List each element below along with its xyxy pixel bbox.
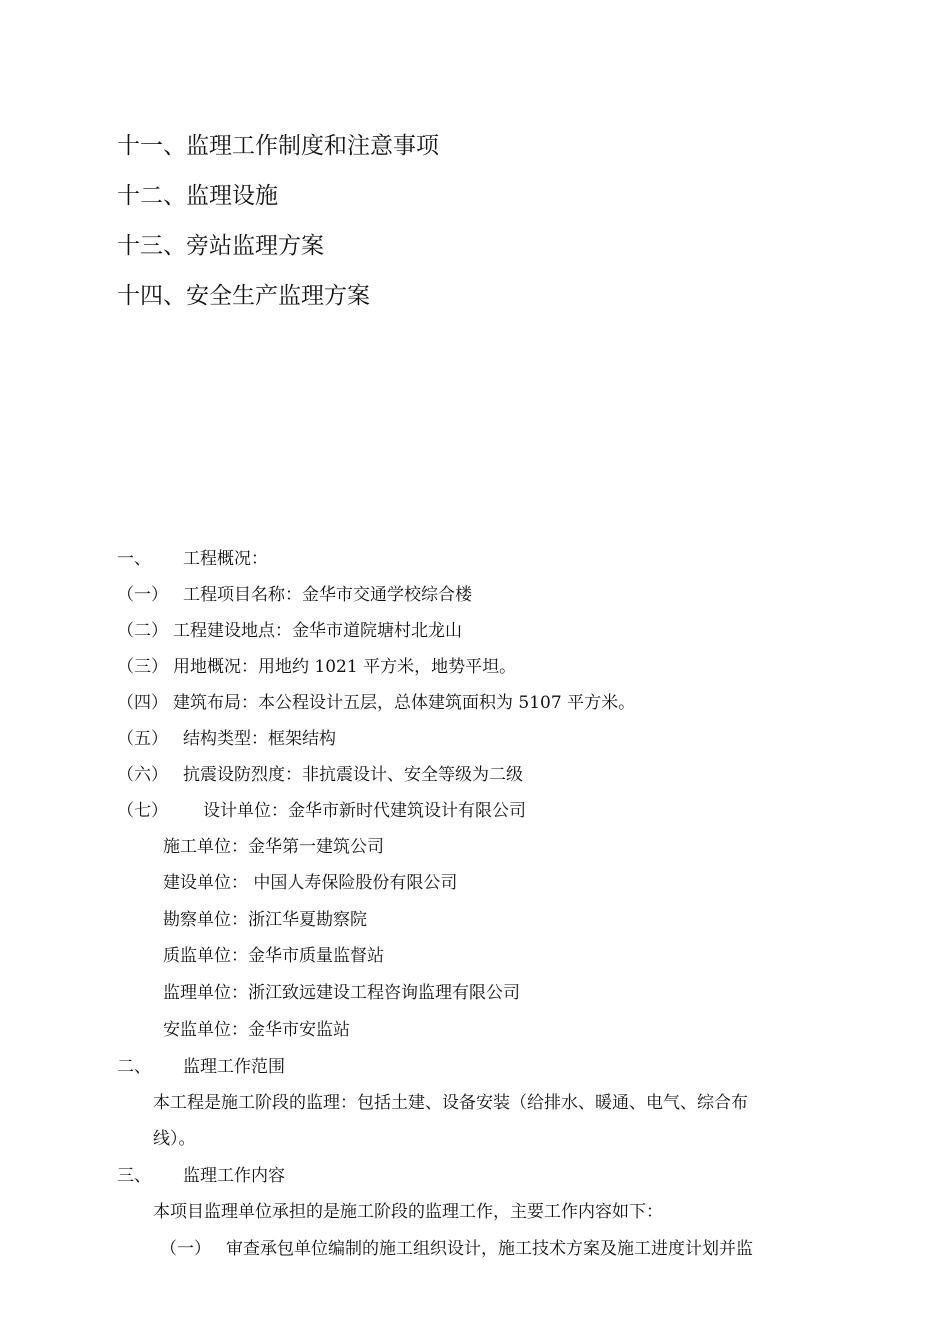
- toc-item-11: 十一、监理工作制度和注意事项: [117, 133, 439, 159]
- unit-construction: 施工单位：金华第一建筑公司: [163, 837, 384, 857]
- section3-title: 监理工作内容: [183, 1166, 285, 1186]
- item-text: 结构类型：框架结构: [183, 729, 336, 749]
- section3-number: 三、: [117, 1166, 151, 1186]
- section1-item-5: [117, 728, 336, 750]
- toc-item-12: 十二、监理设施: [117, 183, 278, 209]
- section1-item-2: [117, 620, 462, 642]
- section2-heading: [117, 1056, 285, 1078]
- item-label: （五）: [117, 729, 168, 749]
- item-text: 用地概况：用地约 1021 平方米，地势平坦。: [173, 657, 517, 677]
- section3-heading: [117, 1165, 285, 1187]
- section1-item-3: [117, 656, 516, 678]
- item-label: （七）: [117, 801, 168, 821]
- section1-item-6: [117, 764, 523, 786]
- section1-item-7: [117, 800, 526, 822]
- section1-title: 工程概况：: [183, 549, 268, 569]
- unit-supervision: 监理单位：浙江致远建设工程咨询监理有限公司: [163, 983, 520, 1003]
- item-text: 建筑布局：本公程设计五层，总体建筑面积为 5107 平方米。: [173, 693, 636, 713]
- section1-heading: [117, 548, 268, 570]
- item-label: （四）: [117, 693, 168, 713]
- section2-paragraph-line1: 本工程是施工阶段的监理：包括土建、设备安装（给排水、暖通、电气、综合布: [153, 1093, 748, 1113]
- section2-paragraph-line2: 线）。: [153, 1129, 196, 1149]
- unit-quality: 质监单位：金华市质量监督站: [163, 946, 384, 966]
- item-label: （一）: [160, 1239, 211, 1259]
- item-label: （二）: [117, 621, 168, 641]
- toc-item-13: 十三、旁站监理方案: [117, 233, 324, 259]
- unit-safety: 安监单位：金华市安监站: [163, 1020, 350, 1040]
- item-text: 工程建设地点：金华市道院塘村北龙山: [173, 621, 462, 641]
- item-text: 工程项目名称：金华市交通学校综合楼: [183, 585, 472, 605]
- item-text: 设计单位：金华市新时代建筑设计有限公司: [203, 801, 526, 821]
- section1-number: 一、: [117, 549, 151, 569]
- item-label: （三）: [117, 657, 168, 677]
- unit-owner: 建设单位： 中国人寿保险股份有限公司: [163, 873, 458, 893]
- item-label: （六）: [117, 765, 168, 785]
- section2-number: 二、: [117, 1057, 151, 1077]
- item-text: 审查承包单位编制的施工组织设计，施工技术方案及施工进度计划并监: [226, 1239, 753, 1259]
- unit-survey: 勘察单位：浙江华夏勘察院: [163, 910, 367, 930]
- section2-title: 监理工作范围: [183, 1057, 285, 1077]
- section1-item-1: [117, 584, 472, 606]
- item-text: 抗震设防烈度：非抗震设计、安全等级为二级: [183, 765, 523, 785]
- section1-item-4: [117, 692, 635, 714]
- item-label: （一）: [117, 585, 168, 605]
- section3-paragraph: 本项目监理单位承担的是施工阶段的监理工作，主要工作内容如下：: [153, 1202, 663, 1222]
- toc-item-14: 十四、安全生产监理方案: [117, 283, 370, 309]
- section3-item-1: [160, 1238, 753, 1260]
